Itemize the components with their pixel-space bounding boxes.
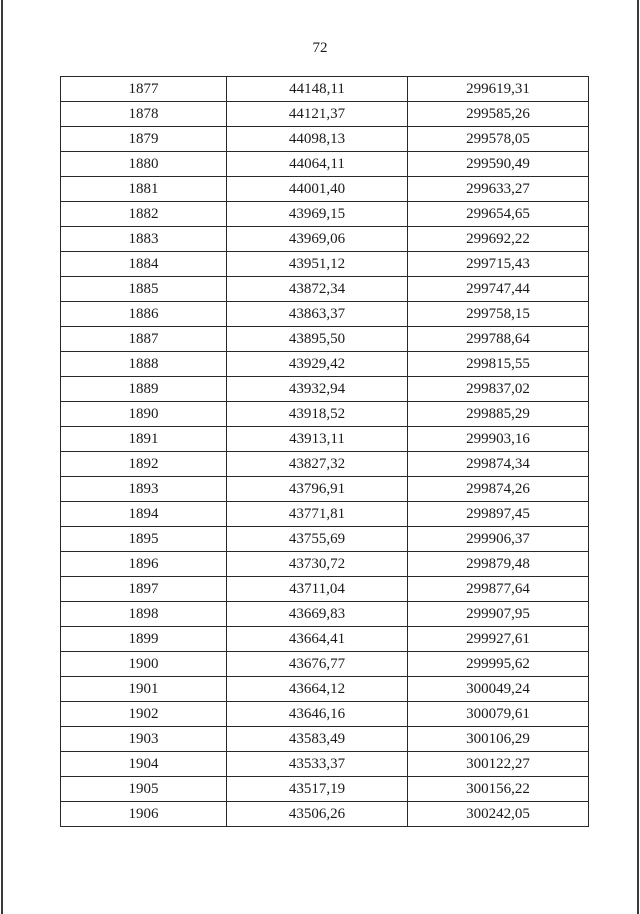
- table-row: [61, 277, 589, 302]
- value-b-cell: 299874,26: [408, 477, 589, 502]
- scan-edge-left: [1, 0, 3, 914]
- table-row: [61, 127, 589, 152]
- table-row: [61, 702, 589, 727]
- value-b-cell: 300079,61: [408, 702, 589, 727]
- value-b-cell: 299877,64: [408, 577, 589, 602]
- value-a-cell: 43895,50: [227, 327, 408, 352]
- year-cell: 1902: [61, 702, 227, 727]
- year-cell: 1894: [61, 502, 227, 527]
- value-b-cell: 300242,05: [408, 802, 589, 827]
- year-cell: 1903: [61, 727, 227, 752]
- data-table: [60, 76, 589, 827]
- table-row: [61, 727, 589, 752]
- value-b-cell: 299619,31: [408, 77, 589, 102]
- value-b-cell: 299692,22: [408, 227, 589, 252]
- year-cell: 1898: [61, 602, 227, 627]
- value-a-cell: 43583,49: [227, 727, 408, 752]
- year-cell: 1895: [61, 527, 227, 552]
- value-a-cell: 43676,77: [227, 652, 408, 677]
- value-a-cell: 43730,72: [227, 552, 408, 577]
- table-row: [61, 602, 589, 627]
- value-a-cell: 43533,37: [227, 752, 408, 777]
- table-row: [61, 652, 589, 677]
- value-b-cell: 299654,65: [408, 202, 589, 227]
- value-b-cell: 300156,22: [408, 777, 589, 802]
- table-row: [61, 627, 589, 652]
- year-cell: 1878: [61, 102, 227, 127]
- table-row: [61, 477, 589, 502]
- table-row: [61, 502, 589, 527]
- value-b-cell: 299633,27: [408, 177, 589, 202]
- value-a-cell: 43646,16: [227, 702, 408, 727]
- value-a-cell: 43827,32: [227, 452, 408, 477]
- table-row: [61, 177, 589, 202]
- value-b-cell: 299837,02: [408, 377, 589, 402]
- year-cell: 1879: [61, 127, 227, 152]
- year-cell: 1888: [61, 352, 227, 377]
- year-cell: 1891: [61, 427, 227, 452]
- value-b-cell: 299585,26: [408, 102, 589, 127]
- value-b-cell: 299788,64: [408, 327, 589, 352]
- value-b-cell: 299590,49: [408, 152, 589, 177]
- table-row: [61, 752, 589, 777]
- value-a-cell: 43506,26: [227, 802, 408, 827]
- year-cell: 1904: [61, 752, 227, 777]
- value-a-cell: 43872,34: [227, 277, 408, 302]
- value-b-cell: 299874,34: [408, 452, 589, 477]
- table-row: [61, 777, 589, 802]
- value-a-cell: 43755,69: [227, 527, 408, 552]
- value-a-cell: 43664,12: [227, 677, 408, 702]
- year-cell: 1877: [61, 77, 227, 102]
- table-row: [61, 377, 589, 402]
- value-b-cell: 299747,44: [408, 277, 589, 302]
- table-row: [61, 77, 589, 102]
- value-a-cell: 43969,15: [227, 202, 408, 227]
- table-row: [61, 802, 589, 827]
- value-a-cell: 43932,94: [227, 377, 408, 402]
- value-a-cell: 44064,11: [227, 152, 408, 177]
- table-row: [61, 427, 589, 452]
- year-cell: 1884: [61, 252, 227, 277]
- value-b-cell: 299715,43: [408, 252, 589, 277]
- value-a-cell: 43669,83: [227, 602, 408, 627]
- value-b-cell: 299907,95: [408, 602, 589, 627]
- value-a-cell: 43771,81: [227, 502, 408, 527]
- table-row: [61, 252, 589, 277]
- value-b-cell: 299758,15: [408, 302, 589, 327]
- value-a-cell: 43913,11: [227, 427, 408, 452]
- scan-edge-right: [637, 0, 639, 914]
- year-cell: 1901: [61, 677, 227, 702]
- value-a-cell: 44098,13: [227, 127, 408, 152]
- year-cell: 1900: [61, 652, 227, 677]
- value-a-cell: 43951,12: [227, 252, 408, 277]
- year-cell: 1881: [61, 177, 227, 202]
- table-row: [61, 152, 589, 177]
- value-b-cell: 299927,61: [408, 627, 589, 652]
- year-cell: 1905: [61, 777, 227, 802]
- value-b-cell: 299897,45: [408, 502, 589, 527]
- value-a-cell: 43796,91: [227, 477, 408, 502]
- year-cell: 1885: [61, 277, 227, 302]
- year-cell: 1882: [61, 202, 227, 227]
- value-a-cell: 44001,40: [227, 177, 408, 202]
- table-row: [61, 227, 589, 252]
- table-row: [61, 402, 589, 427]
- value-a-cell: 43517,19: [227, 777, 408, 802]
- value-a-cell: 44121,37: [227, 102, 408, 127]
- table-row: [61, 327, 589, 352]
- year-cell: 1889: [61, 377, 227, 402]
- value-b-cell: 300049,24: [408, 677, 589, 702]
- value-b-cell: 299995,62: [408, 652, 589, 677]
- value-a-cell: 44148,11: [227, 77, 408, 102]
- value-b-cell: 299879,48: [408, 552, 589, 577]
- year-cell: 1899: [61, 627, 227, 652]
- year-cell: 1887: [61, 327, 227, 352]
- value-b-cell: 299903,16: [408, 427, 589, 452]
- value-a-cell: 43918,52: [227, 402, 408, 427]
- value-b-cell: 300106,29: [408, 727, 589, 752]
- value-b-cell: 299815,55: [408, 352, 589, 377]
- table-row: [61, 302, 589, 327]
- table-row: [61, 202, 589, 227]
- value-a-cell: 43969,06: [227, 227, 408, 252]
- value-a-cell: 43863,37: [227, 302, 408, 327]
- value-b-cell: 300122,27: [408, 752, 589, 777]
- value-b-cell: 299906,37: [408, 527, 589, 552]
- year-cell: 1883: [61, 227, 227, 252]
- year-cell: 1893: [61, 477, 227, 502]
- value-a-cell: 43929,42: [227, 352, 408, 377]
- table-row: [61, 527, 589, 552]
- value-a-cell: 43664,41: [227, 627, 408, 652]
- table-row: [61, 552, 589, 577]
- year-cell: 1880: [61, 152, 227, 177]
- table-row: [61, 352, 589, 377]
- table-row: [61, 577, 589, 602]
- table-body: [61, 77, 589, 827]
- year-cell: 1906: [61, 802, 227, 827]
- value-b-cell: 299578,05: [408, 127, 589, 152]
- table-row: [61, 677, 589, 702]
- year-cell: 1896: [61, 552, 227, 577]
- value-b-cell: 299885,29: [408, 402, 589, 427]
- year-cell: 1890: [61, 402, 227, 427]
- year-cell: 1886: [61, 302, 227, 327]
- page-number: 72: [312, 40, 328, 56]
- year-cell: 1897: [61, 577, 227, 602]
- table-row: [61, 452, 589, 477]
- table-row: [61, 102, 589, 127]
- year-cell: 1892: [61, 452, 227, 477]
- value-a-cell: 43711,04: [227, 577, 408, 602]
